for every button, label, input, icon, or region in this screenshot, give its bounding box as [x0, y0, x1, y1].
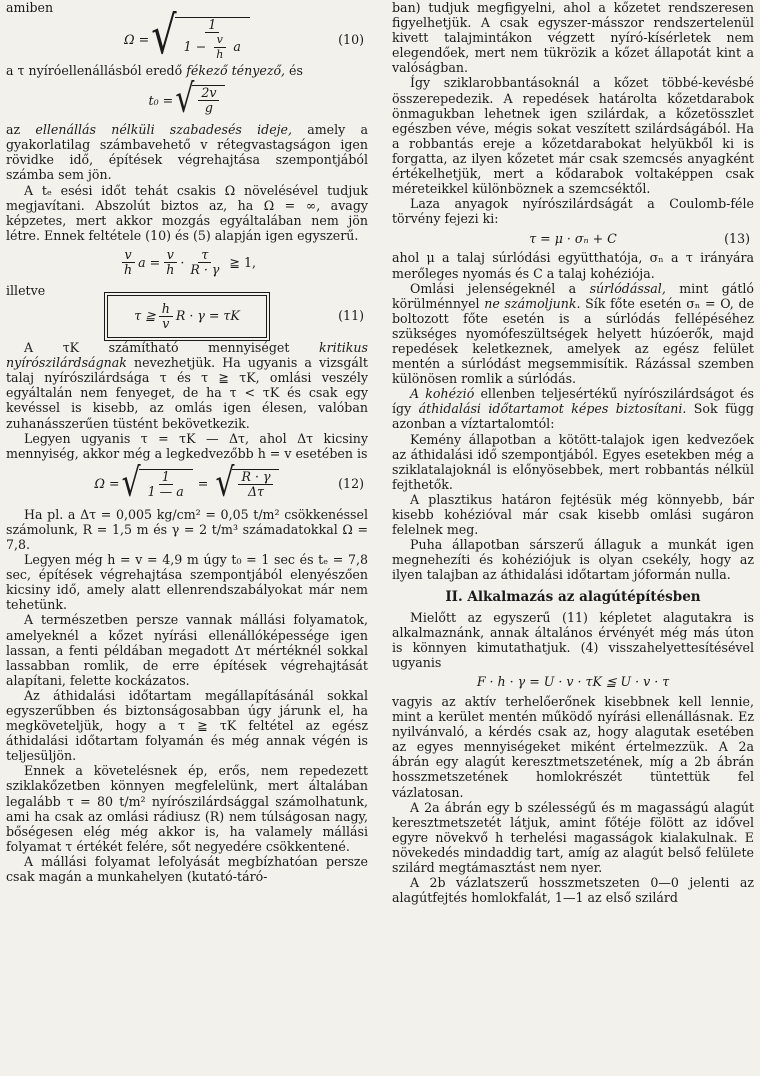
paragraph: Mielőtt az egyszerű (11) képletet alagutakra is alkalmaznánk, annak általános érvényét még más úton is könnyen kimutathatjuk. (4) visszahelyettesítésével ugyanis	[392, 609, 754, 670]
text-italic: ellenállás nélküli szabadesés ideje,	[35, 122, 293, 138]
paragraph: A 2b vázlatszerű hosszmetszeten 0—0 jelenti az alagútfejtés homlokfalát, 1—1 az első szilárd	[392, 875, 754, 906]
eq-expression: τ = μ · σₙ + C	[529, 230, 617, 246]
equation-14	[392, 670, 754, 694]
equation-inequality	[6, 243, 368, 283]
paragraph: A plasztikus határon fejtésük még könnyebb, bár kisebb kohézióval már csak kisebb omlási sugáron felelnek meg.	[392, 491, 754, 538]
paragraph: Kemény állapotban a kötött-talajok igen kedvezőek az áthidalási idő szempontjából. Egyes esetekben még a sziklatalajoknál is előnyösebbek, mert robbantás nélkül fejthetők.	[392, 431, 754, 492]
eq-denominator: g	[204, 100, 213, 116]
paragraph	[6, 340, 368, 431]
paragraph: ahol μ a talaj súrlódási együtthatója, σₙ a τ irányára merőleges nyomás és C a talaj kohéziója.	[392, 250, 754, 281]
paragraph: Puha állapotban sárszerű állaguk a munkát igen megnehezíti és kohéziójuk is olyan csekély, hogy az ilyen talajban az áthidalási időtartam jóformán nulla.	[392, 537, 754, 583]
eq-numerator: v	[214, 33, 226, 48]
paragraph: Ha pl. a Δτ = 0,005 kg/cm² = 0,05 t/m² csökkenéssel számolunk, R = 1,5 m és γ = 2 t/m³ számadatokkal Ω = 7,8.	[6, 506, 368, 552]
eq-term: ·	[180, 255, 185, 271]
paragraph: Laza anyagok nyírószilárdságát a Coulomb-féle törvény fejezi ki:	[392, 196, 754, 227]
text: Omlási jelenségeknél a	[410, 280, 590, 296]
eq-lhs: Ω =	[124, 31, 150, 47]
eq-term: ≧ 1,	[229, 255, 256, 271]
sqrt: √ $\frac{R \cdot \gamma}{\Delta\tau}$	[215, 469, 279, 499]
text: nevezhetjük. Ha ugyanis a vizsgált talaj nyírószilárdsága τ és τ ≧ τK, omlási veszély egyáltalán nem fenyeget, de ha τ < τK és csak egy kevéssel is kisebb, az omlás igen élesen, valóban zuhanásszerűen tüstént bekövetkezik.	[6, 355, 368, 431]
eq-term: a =	[138, 255, 161, 271]
sqrt: √ $\frac{1}{1 — a}$	[122, 469, 193, 499]
eq-numerator: R · γ	[238, 470, 273, 485]
left-column	[6, 0, 368, 884]
paragraph: A mállási folyamat lefolyását megbízhatóan persze csak magán a munkahelyen (kutató-táró-	[6, 853, 368, 885]
paragraph	[6, 122, 368, 182]
paragraph	[392, 386, 754, 431]
equation-number: (13)	[724, 230, 750, 246]
text-italic: áthidalási időtartamot képes biztosítani.	[418, 401, 687, 417]
eq-expression: F · h · γ = U · v · τK ≦ U · v · τ	[476, 674, 670, 690]
eq-denominator: 1 — a	[147, 483, 184, 499]
equation-number: (11)	[338, 308, 364, 324]
eq-denominator: h	[124, 262, 133, 278]
text: amely a gyakorlatilag számbavehető v rétegvastagságon igen rövidke idő, építések végrehajtása szempontjából számba sem jön.	[6, 122, 369, 183]
equation-12	[6, 461, 368, 507]
eq-numerator: τ	[198, 248, 211, 263]
equation-number: (12)	[338, 476, 364, 492]
eq-denominator: h	[216, 47, 224, 61]
paragraph: Az áthidalási időtartam megállapításánál sokkal egyszerűbben és biztonságosabban úgy járunk el, ha megköveteljük, hogy a τ ≧ τK feltétel az egész áthidalási időtartam folyamán és még annak végén is teljesüljön.	[6, 687, 368, 764]
text-italic: kritikus nyírószilárdságnak	[6, 340, 368, 371]
eq-term: 1 −	[183, 38, 207, 54]
eq-lhs: τ ≧	[134, 308, 156, 324]
text-italic: ne számoljunk.	[484, 295, 581, 311]
sqrt: √ $\frac{2v}{g}$	[175, 85, 225, 115]
paragraph: Ennek a követelésnek ép, erős, nem repedezett sziklakőzetben könnyen megfelelünk, mert általában legalább τ = 80 t/m² nyírószilárdsággal számolhatunk, ami ha csak az omlási rádiusz (R) nem túlságosan nagy, bőségesen elég még akkor is, ha valamely mállási folyamat τ értékét felére, sőt negyedére csökkentené.	[6, 763, 368, 854]
paragraph: illetve	[6, 282, 46, 298]
paragraph: A 2a ábrán egy b szélességű és m magasságú alagút keresztmetszetét látjuk, amint főtéje fölött az idővel egyre növekvő h terhelési magasságok kialakulnak. E növekedés mindaddig tart, amíg az alagút belső felülete szilárd megtámasztást nem nyer.	[392, 799, 754, 875]
equation-13	[392, 226, 754, 250]
eq-lhs: t₀ =	[148, 92, 174, 108]
paragraph: vagyis az aktív terhelőerőnek kisebbnek kell lennie, mint a kerület mentén működő nyírási ellenállásnak. Ez nyilvánvaló, a kérdés csak az, hogy alagutak esetében az egyes mennyiségeket miként értelmezzük. A 2a ábrán egy alagút keresztmetszetének, míg a 2b ábrán hosszmetszetének homlokrészét tüntettük fel vázlatosan.	[392, 693, 754, 800]
paragraph: ban) tudjuk megfigyelni, ahol a kőzetet rendszeresen figyelhetjük. A csak egyszer-másszor rendszertelenül kivett talajmintákon végzett nyíró-kísérletek nem elegendőek, mert nem tükrözik a kőzet állapotát kint a valóságban.	[392, 0, 754, 76]
text: mint gátló körülménnyel	[392, 280, 754, 311]
text-italic: súrlódással,	[589, 280, 666, 296]
eq-denominator: v	[162, 315, 170, 331]
paragraph: Legyen ugyanis τ = τK — Δτ, ahol Δτ kicsiny mennyiség, akkor még a legkedvezőbb h = v esetében is	[6, 430, 368, 461]
right-column	[392, 0, 754, 905]
equation-11	[6, 292, 368, 340]
eq-term: a	[233, 38, 241, 54]
eq-denominator: Δτ	[247, 483, 264, 499]
eq-numerator: v	[164, 248, 177, 263]
text: az	[6, 122, 36, 138]
eq-term: =	[197, 476, 209, 492]
text: Sík főte esetén σₙ = O, de boltozott főte esetén is a súrlódás fellépéséhez szükséges nyomófeszültségek helyett húzóerők, majd repedések keletkeznek, amelyek az egész felület mentén a súrlódást megsemmisítik. Rázással szemben különösen romlik a súrlódás.	[392, 295, 754, 387]
eq-lhs: Ω =	[94, 476, 120, 492]
text: ellenben teljesértékű nyírószilárdságot és így	[392, 386, 754, 417]
eq-numerator: 1	[205, 18, 219, 33]
eq-numerator: 2v	[198, 86, 219, 101]
paragraph	[392, 281, 754, 387]
paragraph: Így sziklarobbantásoknál a kőzet többé-kevésbé összerepedezik. A repedések határolta kőzetdarabok önmagukban lehetnek igen szilárdak, a kőzetösszlet egészben véve, mégis sokat veszített szilárdságából. Ha a robbantás ereje a kőzetdarabokat helyükből ki is forgatta, az ilyen kőzetet már csak szemcsés anyagként értékelhetjük, mert a kődarabok voltaképpen csak méreteikkel különböznek a szemcséktől.	[392, 75, 754, 197]
eq-numerator: 1	[159, 470, 173, 485]
eq-rhs: R · γ = τK	[175, 308, 240, 324]
paragraph: A tₑ esési időt tehát csakis Ω növelésével tudjuk megjavítani. Abszolút biztos az, ha Ω = ∞, avagy képzetes, mert akkor mozgás egyáltalában nem jön létre. Ennek feltétele (10) és (5) alapján igen egyszerű.	[6, 182, 368, 243]
equation-t0	[6, 78, 368, 122]
paragraph: A természetben persze vannak mállási folyamatok, amelyeknél a kőzet nyírási ellenállóképessége igen lassan, a fenti példában megadott Δτ mértéknél sokkal lassabban romlik, de erre építések végrehajtását alapítani, felette kockázatos.	[6, 612, 368, 688]
eq-numerator: v	[122, 248, 135, 263]
paragraph: amiben	[6, 0, 54, 15]
text: és	[285, 63, 303, 79]
eq-denominator: h	[166, 262, 175, 278]
text: Sok függ azonban a víztartalomtól:	[392, 401, 754, 432]
sqrt: √ 1 1 − $\frac{v}{h}$ a	[151, 17, 250, 62]
eq-denominator: R · γ	[190, 262, 220, 278]
text-italic: A kohézió	[410, 386, 475, 402]
section-heading: II. Alkalmazás az alagútépítésben	[445, 589, 701, 606]
text: a τ nyíróellenállásból eredő	[6, 63, 187, 79]
text: A τK számítható mennyiséget	[24, 340, 320, 356]
boxed-formula	[107, 295, 267, 338]
text-italic: fékező tényező,	[186, 63, 286, 79]
paragraph: Legyen még h = v = 4,9 m úgy t₀ = 1 sec és tₑ = 7,8 sec, építések végrehajtása szempontjából elenyészően kicsiny idő, amely alatt ellenrendszabályokat már nem tehetünk.	[6, 552, 368, 613]
equation-number: (10)	[338, 31, 364, 47]
eq-numerator: h	[159, 302, 173, 317]
